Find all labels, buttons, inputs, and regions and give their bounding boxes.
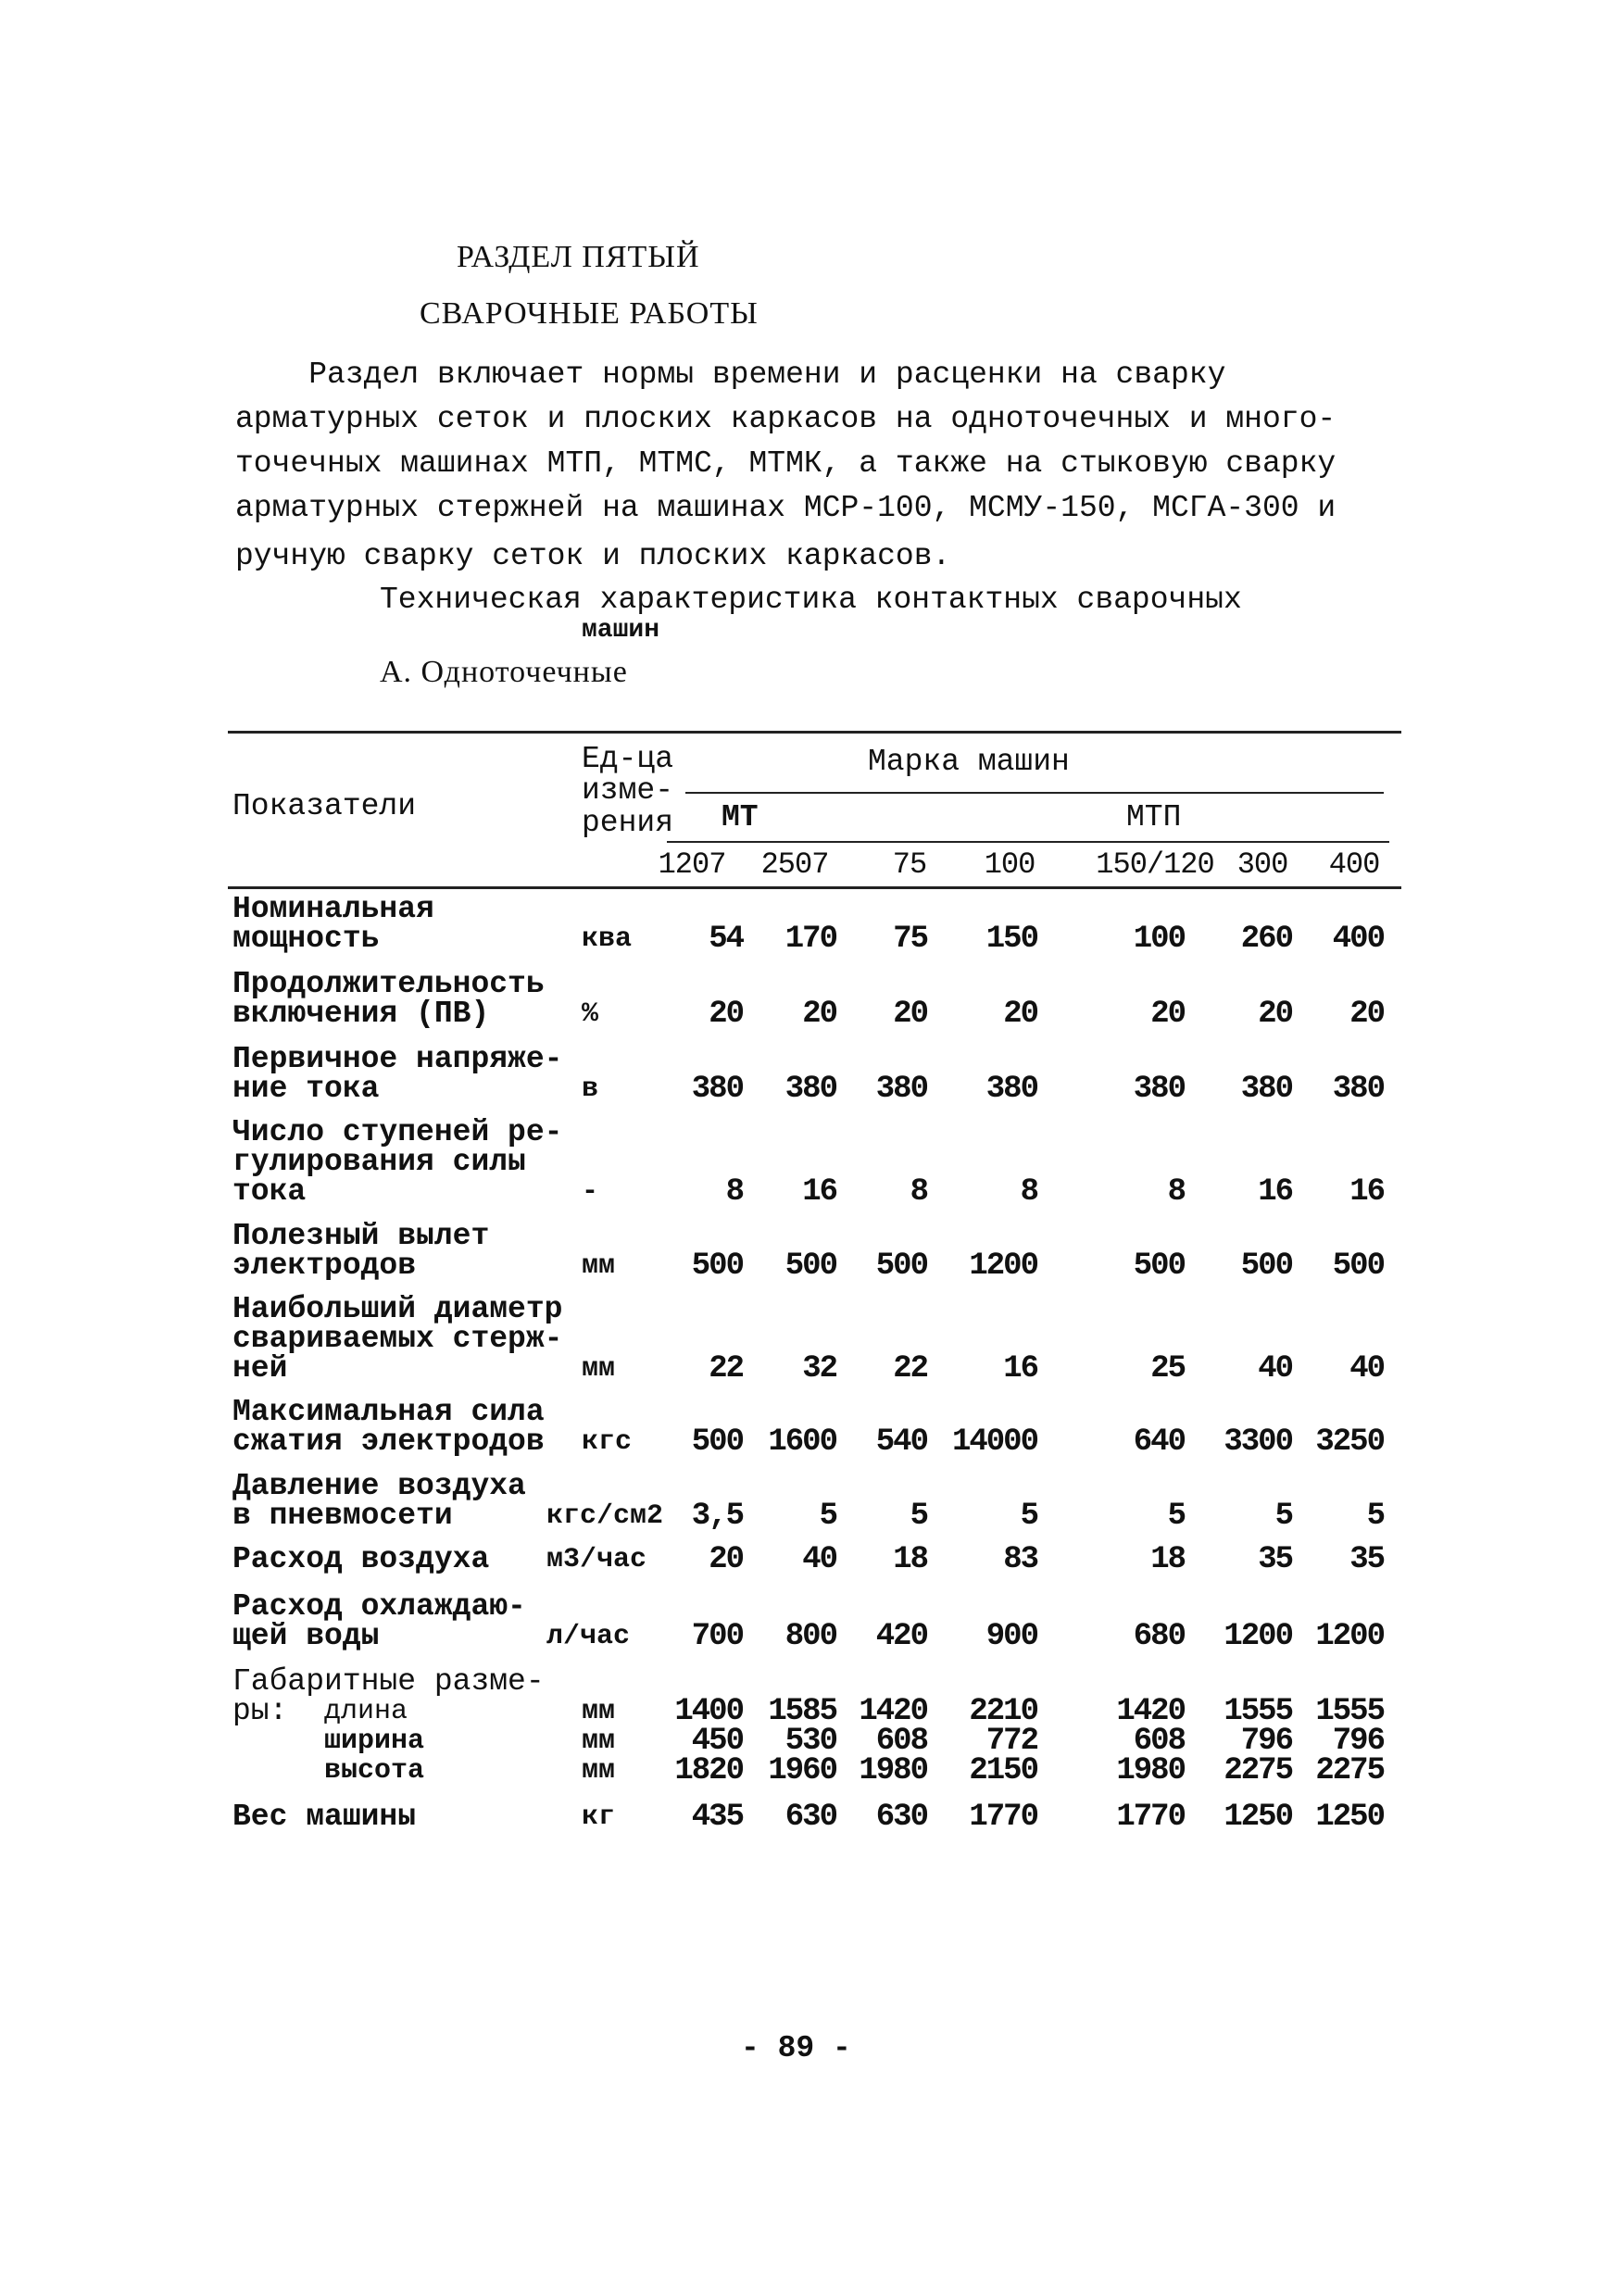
cell-value: 2275 <box>1224 1753 1292 1788</box>
row-label: Максимальная сила <box>232 1395 545 1429</box>
cell-value: 1555 <box>1315 1694 1384 1729</box>
cell-value: 5 <box>1274 1499 1292 1534</box>
row-label: Номинальная <box>232 892 434 926</box>
cell-value: 54 <box>709 922 743 957</box>
cell-value: 1770 <box>1116 1800 1185 1835</box>
cell-value: 2275 <box>1315 1753 1384 1788</box>
cell-value: 1980 <box>1116 1753 1185 1788</box>
cell-value: 75 <box>893 922 927 957</box>
cell-value: 25 <box>1150 1351 1185 1386</box>
cell-value: 500 <box>691 1248 743 1284</box>
paragraph-line: арматурных сеток и плоских каркасов на одноточечных и много- <box>235 402 1337 436</box>
cell-value: 1200 <box>1224 1619 1292 1654</box>
cell-value: 380 <box>875 1072 927 1107</box>
cell-value: 8 <box>1167 1174 1185 1210</box>
cell-value: 2150 <box>969 1753 1037 1788</box>
row-label: Первичное напряже- <box>232 1042 563 1076</box>
cell-value: 5 <box>1167 1499 1185 1534</box>
row-label: Габаритные разме- <box>232 1664 545 1699</box>
group-mt: МТ <box>722 800 759 834</box>
model-header: 150/120 <box>1096 847 1214 882</box>
cell-value: 380 <box>1240 1072 1292 1107</box>
cell-value: 16 <box>1003 1351 1037 1386</box>
cell-value: 608 <box>1133 1724 1185 1759</box>
cell-value: 1585 <box>768 1694 836 1729</box>
cell-value: 20 <box>1349 997 1384 1032</box>
cell-value: 500 <box>691 1424 743 1460</box>
cell-value: 500 <box>784 1248 836 1284</box>
section-title: РАЗДЕЛ ПЯТЫЙ <box>457 240 700 274</box>
cell-value: 500 <box>1133 1248 1185 1284</box>
cell-value: 1770 <box>969 1800 1037 1835</box>
cell-value: 540 <box>875 1424 927 1460</box>
paragraph-line: ручную сварку сеток и плоских каркасов. <box>235 539 951 573</box>
cell-value: 20 <box>1150 997 1185 1032</box>
row-label: Продолжительность <box>232 967 545 1001</box>
row-label: сжатия электродов <box>232 1424 545 1459</box>
cell-value: 1200 <box>1315 1619 1384 1654</box>
row-label: Расход охлаждаю- <box>232 1589 526 1624</box>
cell-value: 500 <box>1240 1248 1292 1284</box>
cell-value: 1200 <box>969 1248 1037 1284</box>
model-header: 1207 <box>658 847 726 882</box>
header-indicator: Показатели <box>232 789 417 823</box>
cell-value: 1600 <box>768 1424 836 1460</box>
cell-value: 5 <box>819 1499 836 1534</box>
group-mtp: МТП <box>1126 800 1182 834</box>
header-unit: рения <box>582 806 674 840</box>
sub-label: высота <box>324 1755 425 1787</box>
row-unit: мм <box>582 1725 616 1757</box>
table-top-rule <box>228 731 1401 734</box>
cell-value: 500 <box>875 1248 927 1284</box>
cell-value: 1960 <box>768 1753 836 1788</box>
cell-value: 800 <box>784 1619 836 1654</box>
model-header: 100 <box>984 847 1035 882</box>
row-label: тока <box>232 1174 307 1209</box>
cell-value: 260 <box>1240 922 1292 957</box>
cell-value: 20 <box>1003 997 1037 1032</box>
header-brand: Марка машин <box>868 745 1070 779</box>
sub-label: длина <box>324 1696 408 1727</box>
cell-value: 3300 <box>1224 1424 1292 1460</box>
row-label: Полезный вылет <box>232 1219 490 1253</box>
cell-value: 16 <box>1258 1174 1292 1210</box>
row-label: гулирования силы <box>232 1145 526 1179</box>
cell-value: 20 <box>709 1542 743 1577</box>
row-unit: кг <box>582 1801 616 1833</box>
table-caption: Техническая характеристика контактных сварочных <box>380 583 1242 617</box>
cell-value: 18 <box>1150 1542 1185 1577</box>
cell-value: 8 <box>910 1174 927 1210</box>
cell-value: 796 <box>1332 1724 1384 1759</box>
cell-value: 40 <box>1258 1351 1292 1386</box>
cell-value: 380 <box>1332 1072 1384 1107</box>
cell-value: 8 <box>725 1174 743 1210</box>
cell-value: 5 <box>1020 1499 1037 1534</box>
cell-value: 16 <box>802 1174 836 1210</box>
page-number: - 89 - <box>741 2031 851 2065</box>
row-unit: мм <box>582 1250 616 1282</box>
cell-value: 772 <box>985 1724 1037 1759</box>
header-unit: изме- <box>582 773 674 808</box>
cell-value: 420 <box>875 1619 927 1654</box>
cell-value: 400 <box>1332 922 1384 957</box>
cell-value: 170 <box>784 922 836 957</box>
cell-value: 700 <box>691 1619 743 1654</box>
cell-value: 20 <box>893 997 927 1032</box>
cell-value: 40 <box>802 1542 836 1577</box>
cell-value: 16 <box>1349 1174 1384 1210</box>
cell-value: 1250 <box>1224 1800 1292 1835</box>
cell-value: 1420 <box>1116 1694 1185 1729</box>
row-label: мощность <box>232 922 380 956</box>
row-unit: м3/час <box>546 1544 647 1575</box>
row-label: электродов <box>232 1248 417 1283</box>
cell-value: 640 <box>1133 1424 1185 1460</box>
cell-value: 2210 <box>969 1694 1037 1729</box>
cell-value: 630 <box>875 1800 927 1835</box>
cell-value: 530 <box>784 1724 836 1759</box>
cell-value: 5 <box>910 1499 927 1534</box>
paragraph-line: арматурных стержней на машинах МСР-100, МСМУ-150, МСГА-300 и <box>235 491 1337 525</box>
row-label: Наибольший диаметр <box>232 1292 563 1326</box>
cell-value: 22 <box>709 1351 743 1386</box>
heading: СВАРОЧНЫЕ РАБОТЫ <box>420 296 759 331</box>
cell-value: 796 <box>1240 1724 1292 1759</box>
row-unit: - <box>582 1176 599 1208</box>
row-unit: мм <box>582 1353 616 1385</box>
row-unit: мм <box>582 1755 616 1787</box>
cell-value: 380 <box>985 1072 1037 1107</box>
cell-value: 3250 <box>1315 1424 1384 1460</box>
cell-value: 20 <box>709 997 743 1032</box>
row-label: ние тока <box>232 1072 380 1106</box>
model-header: 2507 <box>760 847 829 882</box>
cell-value: 900 <box>985 1619 1037 1654</box>
header-bottom-rule <box>228 886 1401 889</box>
cell-value: 3,5 <box>691 1499 743 1534</box>
header-divider <box>685 792 1384 794</box>
cell-value: 20 <box>802 997 836 1032</box>
cell-value: 5 <box>1366 1499 1384 1534</box>
sub-label: ширина <box>324 1725 425 1757</box>
cell-value: 1420 <box>859 1694 927 1729</box>
row-unit: мм <box>582 1696 616 1727</box>
header-unit: Ед-ца <box>582 742 674 776</box>
model-header: 75 <box>892 847 927 882</box>
row-unit: в <box>582 1073 599 1105</box>
row-label: ры: <box>232 1694 288 1728</box>
cell-value: 380 <box>1133 1072 1185 1107</box>
cell-value: 18 <box>893 1542 927 1577</box>
cell-value: 40 <box>1349 1351 1384 1386</box>
cell-value: 14000 <box>951 1424 1037 1460</box>
row-unit: л/час <box>546 1621 631 1652</box>
cell-value: 1980 <box>859 1753 927 1788</box>
cell-value: 35 <box>1258 1542 1292 1577</box>
cell-value: 100 <box>1133 922 1185 957</box>
row-label: в пневмосети <box>232 1499 453 1533</box>
row-unit: кгс <box>582 1426 633 1458</box>
cell-value: 500 <box>1332 1248 1384 1284</box>
cell-value: 150 <box>985 922 1037 957</box>
row-label: Число ступеней ре- <box>232 1115 563 1149</box>
cell-value: 435 <box>691 1800 743 1835</box>
cell-value: 380 <box>691 1072 743 1107</box>
cell-value: 35 <box>1349 1542 1384 1577</box>
row-label: щей воды <box>232 1619 380 1653</box>
row-unit: кгс/см2 <box>546 1500 664 1532</box>
row-label: включения (ПВ) <box>232 997 490 1031</box>
row-unit: ква <box>582 923 633 955</box>
cell-value: 22 <box>893 1351 927 1386</box>
group-divider <box>667 841 1389 843</box>
cell-value: 380 <box>784 1072 836 1107</box>
table-caption: машин <box>582 616 660 645</box>
cell-value: 630 <box>784 1800 836 1835</box>
row-label: Вес машины <box>232 1800 417 1834</box>
row-label: ней <box>232 1351 288 1386</box>
row-label: Расход воздуха <box>232 1542 490 1576</box>
cell-value: 450 <box>691 1724 743 1759</box>
cell-value: 8 <box>1020 1174 1037 1210</box>
paragraph-line: точечных машинах МТП, МТМС, МТМК, а также на стыковую сварку <box>235 446 1337 481</box>
cell-value: 608 <box>875 1724 927 1759</box>
row-label: Давление воздуха <box>232 1469 526 1503</box>
row-label: свариваемых стерж- <box>232 1322 563 1356</box>
model-header: 400 <box>1328 847 1380 882</box>
cell-value: 1250 <box>1315 1800 1384 1835</box>
cell-value: 32 <box>802 1351 836 1386</box>
subsection-title: А. Одноточечные <box>380 655 628 689</box>
cell-value: 680 <box>1133 1619 1185 1654</box>
paragraph-line: Раздел включает нормы времени и расценки на сварку <box>235 358 1226 392</box>
cell-value: 1555 <box>1224 1694 1292 1729</box>
cell-value: 1820 <box>674 1753 743 1788</box>
cell-value: 83 <box>1003 1542 1037 1577</box>
model-header: 300 <box>1236 847 1288 882</box>
cell-value: 20 <box>1258 997 1292 1032</box>
cell-value: 1400 <box>674 1694 743 1729</box>
row-unit: % <box>582 998 599 1030</box>
